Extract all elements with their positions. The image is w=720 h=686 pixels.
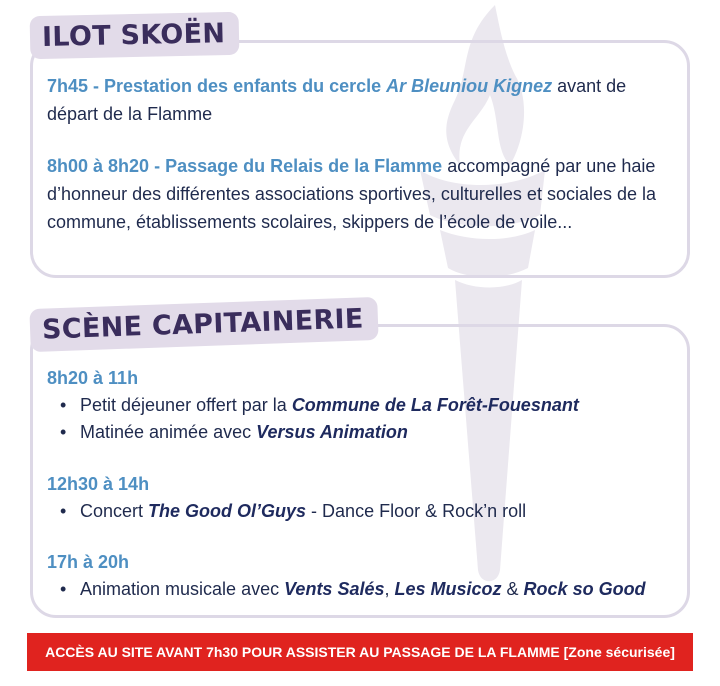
entry-time: 7h45 - Prestation des enfants du cercle xyxy=(47,76,382,96)
access-notice-banner: ACCÈS AU SITE AVANT 7h30 POUR ASSISTER AU PASSAGE DE LA FLAMME [Zone sécurisée] xyxy=(27,633,693,671)
list-item: • Petit déjeuner offert par la Commune de La Forêt-Fouesnant xyxy=(60,392,579,418)
entry-time: 8h00 à 8h20 - Passage du Relais de la Flamme xyxy=(47,156,443,176)
program-entry-8h00 xyxy=(47,152,687,236)
entry-group-name: Ar Bleuniou Kignez xyxy=(386,76,553,96)
list-item: • Matinée animée avec Versus Animation xyxy=(60,419,408,445)
list-item: • Animation musicale avec Vents Salés, Les Musicoz & Rock so Good xyxy=(60,576,646,602)
program-entry-7h45 xyxy=(47,72,677,128)
time-slot-12h30: 12h30 à 14h xyxy=(47,474,150,494)
entry-text: accompagné par une haie d’honneur des différentes associations sportives, culturelles et sociales de la commune, établissements scolaires, skippers de l’école de voile... xyxy=(47,156,657,232)
section-title-scene-capitainerie: SCÈNE CAPITAINERIE xyxy=(29,297,378,352)
section-title-ilot-skoen: ILOT SKOËN xyxy=(30,12,240,59)
list-item: • Concert The Good Ol’Guys - Dance Floor & Rock’n roll xyxy=(60,498,526,524)
time-slot-17h: 17h à 20h xyxy=(47,552,130,572)
time-slot-8h20: 8h20 à 11h xyxy=(47,368,139,388)
entry-text: avant de départ de la Flamme xyxy=(47,76,627,124)
